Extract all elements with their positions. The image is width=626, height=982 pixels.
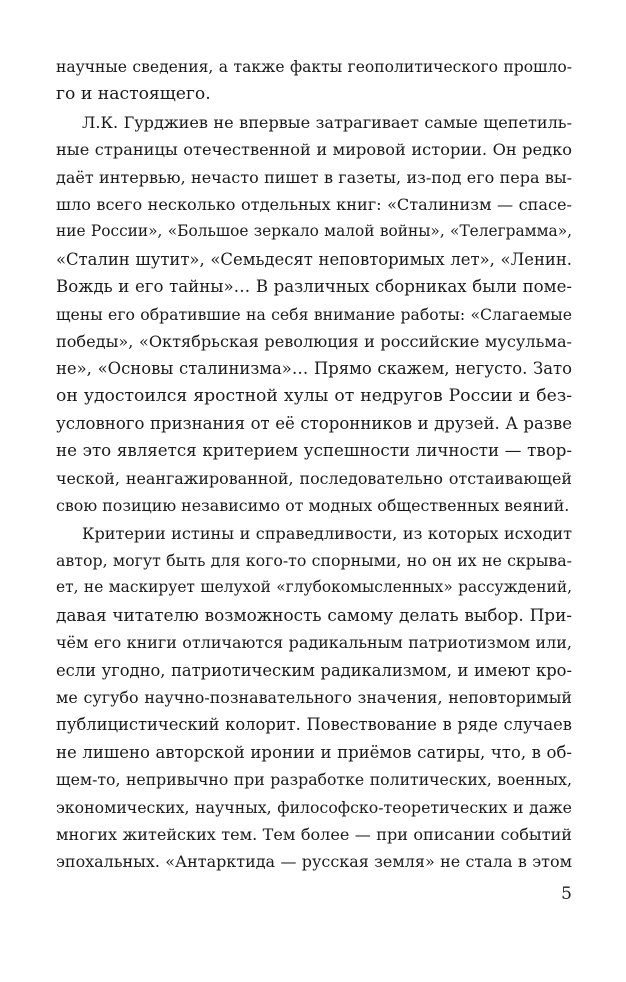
- text-line: научные сведения, а также факты геополитического прошло-: [56, 58, 572, 76]
- text-line: Вождь и его тайны»… В различных сборниках были поме-: [56, 277, 572, 297]
- text-line: экономических, научных, философско-теоретических и даже: [56, 797, 572, 817]
- text-line: ческой, неангажированной, последовательно отстаивающей: [56, 468, 572, 488]
- text-line: автор, могут быть для кого-то спорными, но он их не скрыва-: [56, 551, 572, 571]
- text-line: щены его обратившие на себя внимание работы: «Слагаемые: [56, 304, 572, 324]
- text-line: щем-то, непривычно при разработке политических, военных,: [56, 770, 572, 790]
- text-line: не лишено авторской иронии и приёмов сатиры, что, в об-: [56, 742, 572, 762]
- text-line: условного признания от её сторонников и друзей. А разве: [56, 414, 572, 434]
- page-number: 5: [561, 884, 572, 904]
- text-line: ет, не маскирует шелухой «глубокомысленных» рассуждений,: [56, 578, 572, 597]
- text-line: ние России», «Большое зеркало малой войны», «Телеграмма»,: [56, 222, 572, 241]
- text-line: он удостоился яростной хулы от недругов России и без-: [56, 385, 572, 406]
- text-line: ные страницы отечественной и мировой истории. Он редко: [56, 140, 572, 160]
- text-line: даёт интервью, нечасто пишет в газеты, из-под его пера вы-: [56, 167, 572, 187]
- text-line: публицистический колорит. Повествование в ряде случаев: [56, 715, 572, 735]
- text-line: если угодно, патриотическим радикализмом, и имеют кро-: [56, 660, 572, 680]
- text-line: Л.К. Гурджиев не впервые затрагивает самые щепетиль-: [82, 112, 572, 132]
- text-line: «Сталин шутит», «Семьдесят неповторимых лет», «Ленин.: [56, 249, 572, 269]
- text-line: многих житейских тем. Тем более — при описании событий: [56, 824, 572, 844]
- text-line: не это является критерием успешности личности — твор-: [56, 441, 572, 461]
- text-line: эпохальных. «Антарктида — русская земля» не стала в этом: [56, 852, 572, 872]
- text-line: давая читателю возможность самому делать выбор. При-: [56, 604, 572, 625]
- text-line: победы», «Октябрьская революция и российские мусульма-: [56, 331, 572, 351]
- body-text: [56, 54, 572, 876]
- text-line: го и настоящего.: [56, 84, 211, 105]
- text-line: ме сугубо научно-познавательного значения, неповторимый: [56, 687, 572, 707]
- text-line: не», «Основы сталинизма»… Прямо скажем, негусто. Зато: [56, 359, 572, 379]
- text-line: шло всего несколько отдельных книг: «Сталинизм — спасе-: [56, 194, 572, 214]
- text-line: свою позицию независимо от модных общественных веяний.: [56, 496, 570, 516]
- text-line: чём его книги отличаются радикальным патриотизмом или,: [56, 633, 572, 653]
- text-line: Критерии истины и справедливости, из которых исходит: [82, 523, 572, 543]
